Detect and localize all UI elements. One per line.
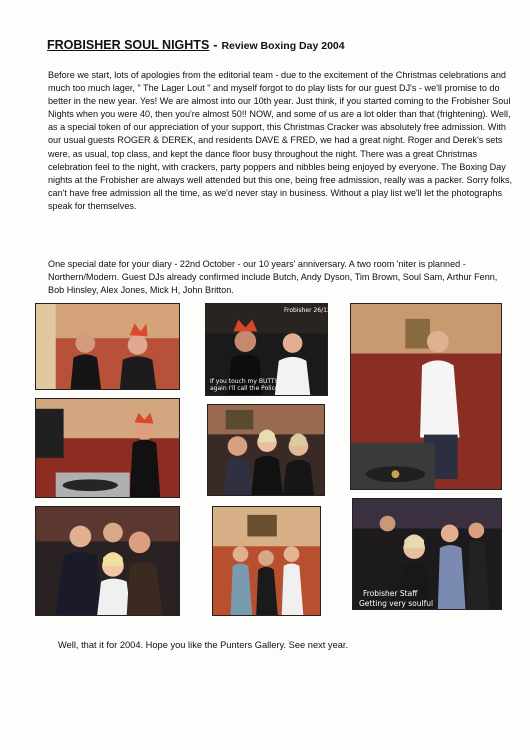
photo-three-men-standing	[212, 506, 321, 616]
photo-dj-with-guest	[205, 303, 341, 396]
newsletter-subtitle: Review Boxing Day 2004	[221, 40, 345, 52]
photo-caption-line-2: again I'll call the Police	[210, 385, 279, 392]
photo-man-at-decks	[350, 303, 502, 490]
newsletter-title: FROBISHER SOUL NIGHTS	[47, 38, 210, 52]
photo-three-women	[207, 404, 325, 496]
staff-caption-line-1: Frobisher Staff	[363, 589, 418, 598]
photo-dj-at-turntables	[35, 398, 180, 498]
photo-frobisher-staff	[352, 498, 502, 610]
photo-couple-party-hat	[35, 303, 180, 390]
photo-caption-line-1: If you touch my BUTT!!	[210, 378, 280, 385]
photo-date-stamp: Frobisher 26/12/04	[284, 307, 341, 314]
page-title	[47, 38, 345, 52]
closing-text: Well, that it for 2004. Hope you like the Punters Gallery. See next year.	[58, 640, 349, 650]
title-dash: -	[213, 38, 218, 52]
intro-paragraph: Before we start, lots of apologies from the editorial team - due to the excitement of the Christmas celebrations and much too much lager, " The Lager Lout " and myself forgot to do play lists for our guest DJ's - we'll promise to do better in the new year. Yes! We are almost into our 10th year. Just think, if you started coming to the Frobisher Soul Nights when you were 40, then you're almost 50!! NOW, and some of us are a lot older than that (frightening). Well, as a special token of our appreciation of your support, this Christmas Cracker was absolutely free admission. With our usual guests ROGER & DEREK, and residents DAVE & FRED, we had a great night. Roger and Derek's sets were, as usual, top class, and kept the dance floor busy throughout the night. There was a great Christmas celebration feel to the night, with crackers, party poppers and nibbles being enjoyed by everyone. The Boxing Day nights at the Frobisher are always well attended but this one, being free admission, really was a packer. Sorry folks, can't have free admission all the time, as we'd never stay in business. Without a play list we'll let the photographs speak for themselves.	[48, 70, 513, 211]
photo-group-hug	[35, 506, 180, 616]
anniversary-paragraph: One special date for your diary - 22nd October - our 10 years' anniversary. A two room 'niter is planned - Northern/Modern. Guest DJs already confirmed include Butch, Andy Dyson, Tim Brown, Soul Sam, Arthur Fenn, Bob Hinsley, Alex Jones, Mick H, John Britton.	[48, 259, 498, 296]
staff-caption-line-2: Getting very soulful	[359, 599, 434, 608]
